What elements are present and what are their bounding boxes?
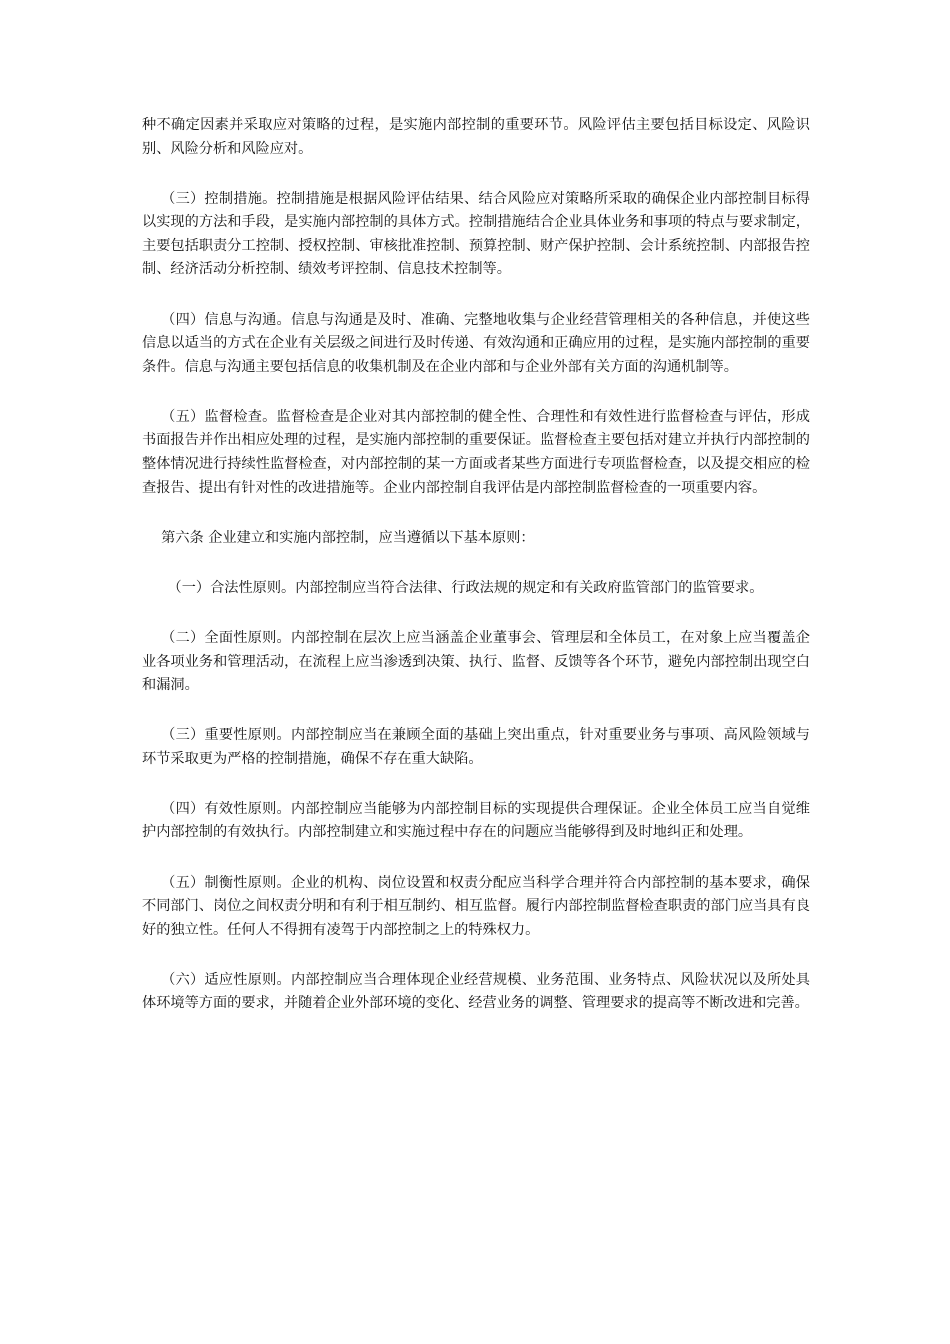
paragraph-comprehensiveness-principle: （二）全面性原则。内部控制在层次上应当涵盖企业董事会、管理层和全体员工，在对象上应当覆盖企业各项业务和管理活动，在流程上应当渗透到决策、执行、监督、反馈等各个环节，避免内部控制出现空白和漏洞。 <box>142 629 810 694</box>
article-six-heading: 第六条 企业建立和实施内部控制，应当遵循以下基本原则： <box>161 529 535 546</box>
paragraph-information-communication: （四）信息与沟通。信息与沟通是及时、准确、完整地收集与企业经营管理相关的各种信息，并使这些信息以适当的方式在企业有关层级之间进行及时传递、有效沟通和正确应用的过程，是实施内部控制的重要条件。信息与沟通主要包括信息的收集机制及在企业内部和与企业外部有关方面的沟通机制等。 <box>142 311 810 375</box>
paragraph-risk-assessment-continued: 种不确定因素并采取应对策略的过程，是实施内部控制的重要环节。风险评估主要包括目标设定、风险识别、风险分析和风险应对。 <box>142 117 810 157</box>
paragraph-legality-principle: （一）合法性原则。内部控制应当符合法律、行政法规的规定和有关政府监管部门的监管要求。 <box>167 579 764 596</box>
paragraph-adaptability-principle: （六）适应性原则。内部控制应当合理体现企业经营规模、业务范围、业务特点、风险状况以及所处具体环境等方面的要求，并随着企业外部环境的变化、经营业务的调整、管理要求的提高等不断改进和完善。 <box>142 971 810 1012</box>
paragraph-control-measures: （三）控制措施。控制措施是根据风险评估结果、结合风险应对策略所采取的确保企业内部控制目标得以实现的方法和手段，是实施内部控制的具体方式。控制措施结合企业具体业务和事项的特点与要求制定，主要包括职责分工控制、授权控制、审核批准控制、预算控制、财产保护控制、会计系统控制、内部报告控制、经济活动分析控制、绩效考评控制、信息技术控制等。 <box>142 190 810 278</box>
document-page <box>142 114 810 1043</box>
paragraph-effectiveness-principle: （四）有效性原则。内部控制应当能够为内部控制目标的实现提供合理保证。企业全体员工应当自觉维护内部控制的有效执行。内部控制建立和实施过程中存在的问题应当能够得到及时地纠正和处理。 <box>142 800 810 841</box>
paragraph-checks-balances-principle: （五）制衡性原则。企业的机构、岗位设置和权责分配应当科学合理并符合内部控制的基本要求，确保不同部门、岗位之间权责分明和有利于相互制约、相互监督。履行内部控制监督检查职责的部门应当具有良好的独立性。任何人不得拥有凌驾于内部控制之上的特殊权力。 <box>142 874 810 938</box>
paragraph-supervision-inspection: （五）监督检查。监督检查是企业对其内部控制的健全性、合理性和有效性进行监督检查与评估，形成书面报告并作出相应处理的过程，是实施内部控制的重要保证。监督检查主要包括对建立并执行内部控制的整体情况进行持续性监督检查，对内部控制的某一方面或者某些方面进行专项监督检查，以及提交相应的检查报告、提出有针对性的改进措施等。企业内部控制自我评估是内部控制监督检查的一项重要内容。 <box>142 408 810 496</box>
paragraph-importance-principle: （三）重要性原则。内部控制应当在兼顾全面的基础上突出重点，针对重要业务与事项、高风险领域与环节采取更为严格的控制措施，确保不存在重大缺陷。 <box>142 727 810 767</box>
